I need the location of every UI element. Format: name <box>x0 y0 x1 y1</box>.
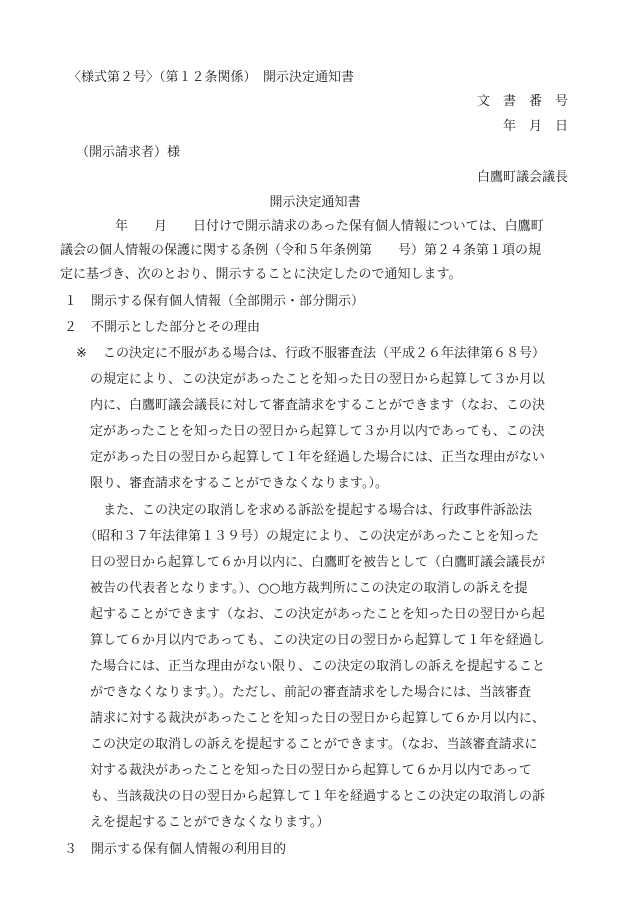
intro-line-2: 議会の個人情報の保護に関する条例（令和５年条例第 号）第２４条第１項の規 <box>60 243 542 258</box>
document-title: 開示決定通知書 <box>269 195 361 210</box>
note-line: ができなくなります。）。ただし、前記の審査請求をした場合には、当該審査 <box>90 685 531 700</box>
note-mark: ※ <box>76 346 87 361</box>
sender: 白鷹町議会議長 <box>476 170 568 185</box>
note-line: 日の翌日から起算して６か月以内に、白鷹町を被告として（白鷹町議会議長が <box>90 555 546 570</box>
note-line: この決定に不服がある場合は、行政不服審査法（平成２６年法律第６８号） <box>103 346 546 361</box>
form-label: 〈様式第２号〉（第１２条関係） 開示決定通知書 <box>68 70 355 85</box>
item-3-text: 開示する保有個人情報の利用目的 <box>91 842 287 857</box>
item-1-text: 開示する保有個人情報（全部開示・部分開示） <box>91 294 365 309</box>
note-line: も、当該裁決の日の翌日から起算して１年を経過するとこの決定の取消しの訴 <box>90 789 546 804</box>
note-line: 限り、審査請求をすることができなくなります。）。 <box>90 476 388 491</box>
document-number-label: 文 書 番 号 <box>476 94 568 109</box>
addressee: （開示請求者）様 <box>76 145 181 160</box>
date-label: 年 月 日 <box>502 119 568 134</box>
intro-line-1: 年 月 日付けで開示請求のあった保有個人情報については、白鷹町 <box>115 219 544 234</box>
note-line: 定があったことを知った日の翌日から起算して３か月以内であっても、この決 <box>90 424 545 439</box>
note-line: た場合には、正当な理由がない限り、この決定の取消しの訴えを提起すること <box>90 659 546 674</box>
note-line: 起することができます（なお、この決定があったことを知った日の翌日から起 <box>90 607 545 622</box>
note-line: の規定により、この決定があったことを知った日の翌日から起算して３か月以 <box>90 372 545 387</box>
item-2-number: ２ <box>64 320 78 335</box>
item-3-number: ３ <box>64 842 78 857</box>
note-line: （昭和３７年法律第１３９号）の規定により、この決定があったことを知った <box>84 529 539 544</box>
note-line: 内に、白鷹町議会議長に対して審査請求をすることができます（なお、この決 <box>90 398 546 413</box>
note-line: 請求に対する裁決があったことを知った日の翌日から起算して６か月以内に、 <box>90 711 545 726</box>
item-2-text: 不開示とした部分とその理由 <box>91 320 261 335</box>
note-line: また、この決定の取消しを求める訴訟を提起する場合は、行政事件訴訟法 <box>103 503 533 518</box>
note-line: 定があった日の翌日から起算して１年を経過した場合には、正当な理由がない <box>90 450 545 465</box>
note-line: 算して６か月以内であっても、この決定の日の翌日から起算して１年を経過し <box>90 633 545 648</box>
note-line: 被告の代表者となります。）、○○地方裁判所にこの決定の取消しの訴えを提 <box>90 581 528 596</box>
note-line: 対する裁決があったことを知った日の翌日から起算して６か月以内であって <box>90 763 532 778</box>
intro-line-3: 定に基づき、次のとおり、開示することに決定したので通知します。 <box>60 267 462 282</box>
note-line: えを提起することができなくなります。） <box>90 815 330 830</box>
item-1-number: １ <box>64 294 78 309</box>
note-line: この決定の取消しの訴えを提起することができます。（なお、当該審査請求に <box>90 737 538 752</box>
